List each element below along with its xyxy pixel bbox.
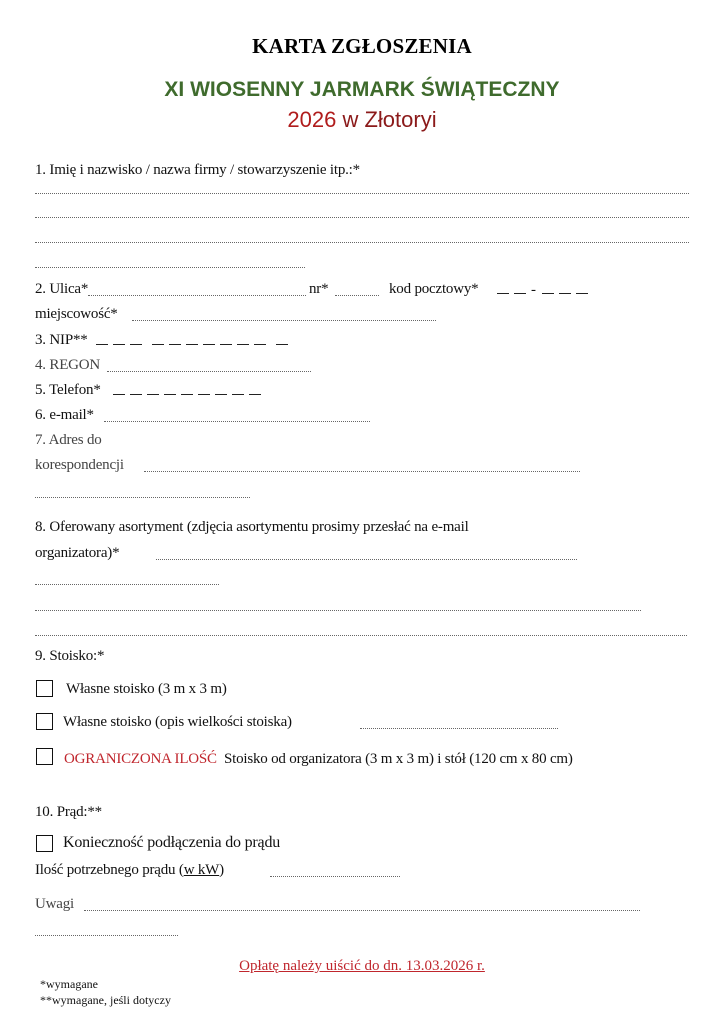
limited-quantity-badge: OGRANICZONA ILOŚĆ xyxy=(64,751,217,767)
stand-option-own-3x3-label: Własne stoisko (3 m x 3 m) xyxy=(66,681,227,697)
number-input[interactable] xyxy=(335,281,379,296)
remarks-input-line-1[interactable] xyxy=(84,896,640,911)
stand-label: 9. Stoisko:* xyxy=(35,648,105,664)
stand-option-own-custom-label: Własne stoisko (opis wielkości stoiska) xyxy=(63,714,292,730)
stand-option-organizer-label: Stoisko od organizatora (3 m x 3 m) i stół (120 cm x 80 cm) xyxy=(223,751,573,767)
power-connection-checkbox[interactable] xyxy=(36,835,53,852)
address-label-line1: 7. Adres do xyxy=(35,432,102,448)
assortment-input-line-4[interactable] xyxy=(35,621,687,636)
name-input-line-4[interactable] xyxy=(35,253,305,268)
stand-option-organizer-checkbox[interactable] xyxy=(36,748,53,765)
power-amount-input[interactable] xyxy=(270,862,400,877)
event-name: XI WIOSENNY JARMARK ŚWIĄTECZNY xyxy=(164,78,560,101)
address-input-line-1[interactable] xyxy=(144,457,580,472)
city-label: miejscowość* xyxy=(35,306,118,322)
name-input-line-1[interactable] xyxy=(35,179,689,194)
regon-label: 4. REGON xyxy=(35,357,101,373)
address-label-line2: korespondencji xyxy=(35,457,124,473)
event-location: w Złotoryi xyxy=(342,107,437,132)
stand-size-input[interactable] xyxy=(360,714,558,729)
remarks-input-line-2[interactable] xyxy=(35,921,178,936)
phone-label: 5. Telefon* xyxy=(35,382,101,398)
email-input[interactable] xyxy=(104,407,370,422)
phone-input[interactable] xyxy=(113,382,266,400)
assortment-label-line2: organizatora)* xyxy=(35,545,120,561)
stand-option-own-custom-checkbox[interactable] xyxy=(36,713,53,730)
form-title: KARTA ZGŁOSZENIA xyxy=(252,34,472,58)
power-connection-label: Konieczność podłączenia do prądu xyxy=(63,834,281,851)
street-label: 2. Ulica* xyxy=(35,281,89,297)
legend-required: *wymagane xyxy=(40,977,98,991)
power-amount-label xyxy=(35,862,224,879)
payment-deadline-note: Opłatę należy uiścić do dn. 13.03.2026 r. xyxy=(239,958,485,974)
name-input-line-3[interactable] xyxy=(35,228,689,243)
regon-input[interactable] xyxy=(107,357,311,372)
assortment-input-line-2[interactable] xyxy=(35,570,219,585)
name-input-line-2[interactable] xyxy=(35,203,689,218)
power-amount-text: Ilość potrzebnego prądu ( xyxy=(35,862,184,878)
city-input[interactable] xyxy=(132,306,436,321)
legend-conditional: **wymagane, jeśli dotyczy xyxy=(40,993,171,1007)
nip-input[interactable] xyxy=(96,332,293,350)
remarks-label: Uwagi xyxy=(35,896,74,912)
event-year: 2026 xyxy=(287,107,337,132)
email-label: 6. e-mail* xyxy=(35,407,94,423)
street-input[interactable] xyxy=(88,281,306,296)
postal-code-input[interactable] xyxy=(497,281,593,299)
assortment-label-line1: 8. Oferowany asortyment (zdjęcia asortymentu prosimy przesłać na e-mail xyxy=(35,519,469,535)
postal-code-label: kod pocztowy* xyxy=(389,281,479,297)
power-label: 10. Prąd:** xyxy=(35,804,102,820)
address-input-line-2[interactable] xyxy=(35,483,250,498)
event-year-location xyxy=(0,107,724,133)
nip-label: 3. NIP** xyxy=(35,332,88,348)
number-label: nr* xyxy=(309,281,329,297)
assortment-input-line-3[interactable] xyxy=(35,596,641,611)
postal-separator: - xyxy=(531,282,536,298)
assortment-input-line-1[interactable] xyxy=(156,545,577,560)
power-amount-close: ) xyxy=(219,862,224,878)
name-label: 1. Imię i nazwisko / nazwa firmy / stowarzyszenie itp.:* xyxy=(35,162,360,178)
power-amount-unit: w kW xyxy=(183,862,220,878)
stand-option-organizer xyxy=(64,751,573,768)
stand-option-own-3x3-checkbox[interactable] xyxy=(36,680,53,697)
